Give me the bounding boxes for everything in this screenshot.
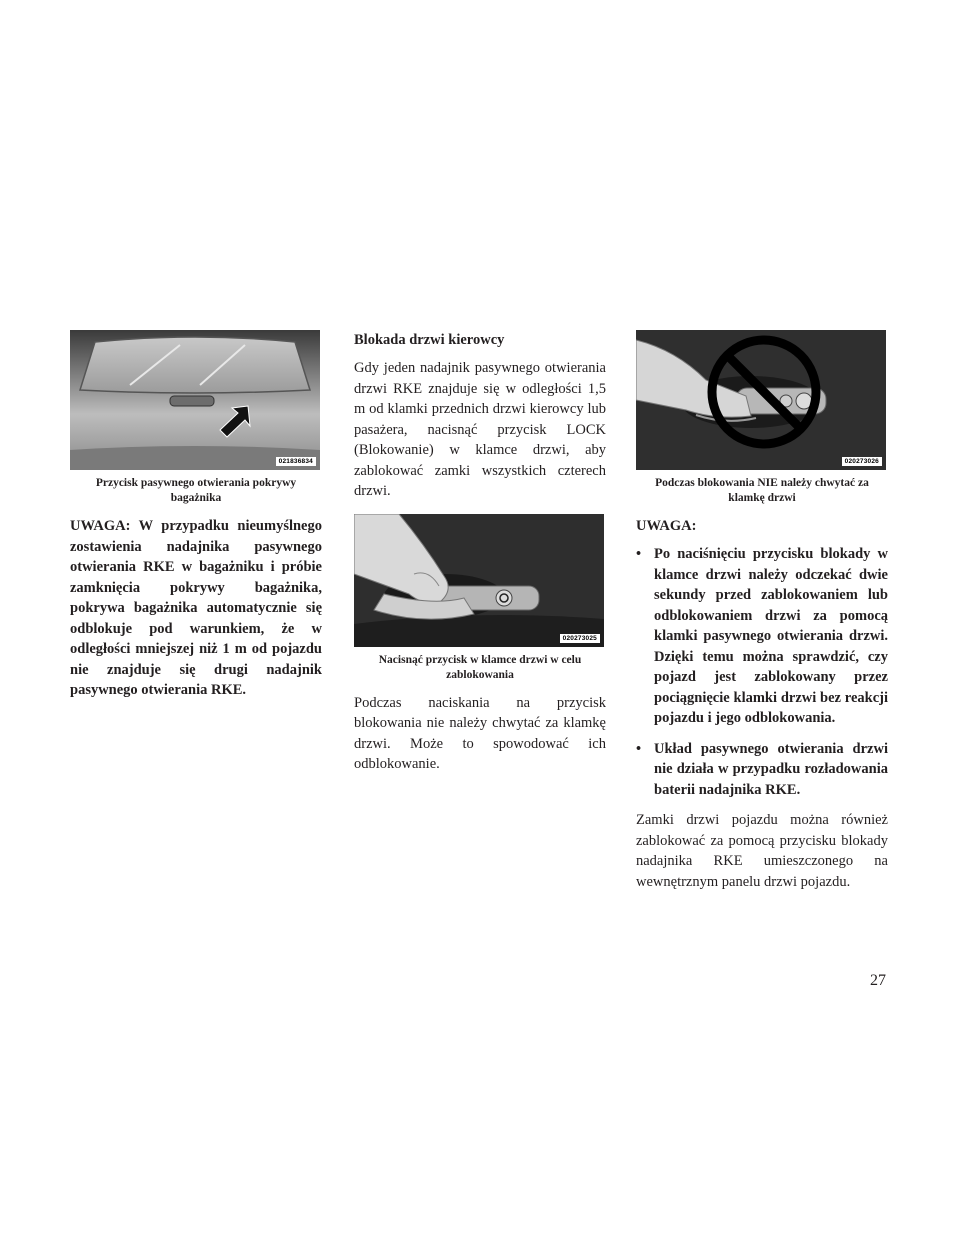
do-not-grab-figure	[636, 330, 886, 470]
figure-caption: Przycisk pasywnego otwierania pokrywy bagażnika	[95, 477, 297, 504]
grip-warning: Podczas naciskania na przycisk blokowania nie należy chwytać za klamkę drzwi. Może to spowodować ich odblokowanie.	[354, 694, 606, 772]
trunk-button-figure	[70, 330, 320, 470]
figure-code: 020273025	[560, 634, 600, 643]
note-heading: UWAGA:	[636, 518, 697, 534]
trunk-note: UWAGA: W przypadku nieumyślnego zostawienia nadajnika pasywnego otwierania RKE w bagażniku i próbie zamknięcia pokrywy bagażnika, pokrywa bagażnika automatycznie się odblokuje pod warunkiem, że w odległości mniejszej niż 1 m od pojazdu nie znajduje się drugi nadajnik pasywnego otwierania RKE.	[70, 518, 322, 698]
press-button-figure	[354, 514, 604, 647]
middle-column	[354, 330, 606, 775]
no-grab-handle-illustration	[636, 330, 886, 470]
figure-code: 020273026	[842, 457, 882, 466]
section-heading: Blokada drzwi kierowcy	[354, 332, 505, 348]
figure-caption: Podczas blokowania NIE należy chwytać za klamkę drzwi	[655, 477, 869, 504]
bullet-text: Układ pasywnego otwierania drzwi nie działa w przypadku rozładowania baterii nadajnika RKE.	[654, 740, 888, 798]
door-handle-press-illustration	[354, 514, 604, 647]
list-item	[636, 544, 888, 729]
bullet-text: Po naciśnięciu przycisku blokady w klamce drzwi należy odczekać dwie sekundy przed zablokowaniem lub odblokowaniem drzwi za pomocą klamki pasywnego otwierania drzwi. Dzięki temu można sprawdzić, czy pojazd jest zablokowany przez pociągnięcie klamki drzwi bez reakcji pojazdu i jego odblokowania.	[654, 546, 888, 726]
bullet-marker: •	[636, 740, 642, 757]
list-item	[636, 739, 888, 801]
trunk-lid-illustration	[70, 330, 320, 470]
figure-code: 021836834	[276, 457, 316, 466]
right-column	[636, 330, 888, 892]
page-number: 27	[870, 972, 886, 989]
note-bullet-list	[636, 544, 888, 800]
left-column	[70, 330, 322, 701]
bullet-marker: •	[636, 546, 642, 562]
inner-panel-lock-text: Zamki drzwi pojazdu można również zablokować za pomocą przycisku blokady nadajnika RKE umieszczonego na wewnętrznym panelu drzwi pojazdu.	[636, 812, 888, 890]
lock-instructions: Gdy jeden nadajnik pasywnego otwierania drzwi RKE znajduje się w odległości 1,5 m od klamki przednich drzwi kierowcy lub pasażera, nacisnąć przycisk LOCK (Blokowanie) w klamce drzwi, aby zablokować zamki wszystkich czterech drzwi.	[354, 360, 606, 499]
figure-caption: Nacisnąć przycisk w klamce drzwi w celu zablokowania	[378, 653, 582, 681]
